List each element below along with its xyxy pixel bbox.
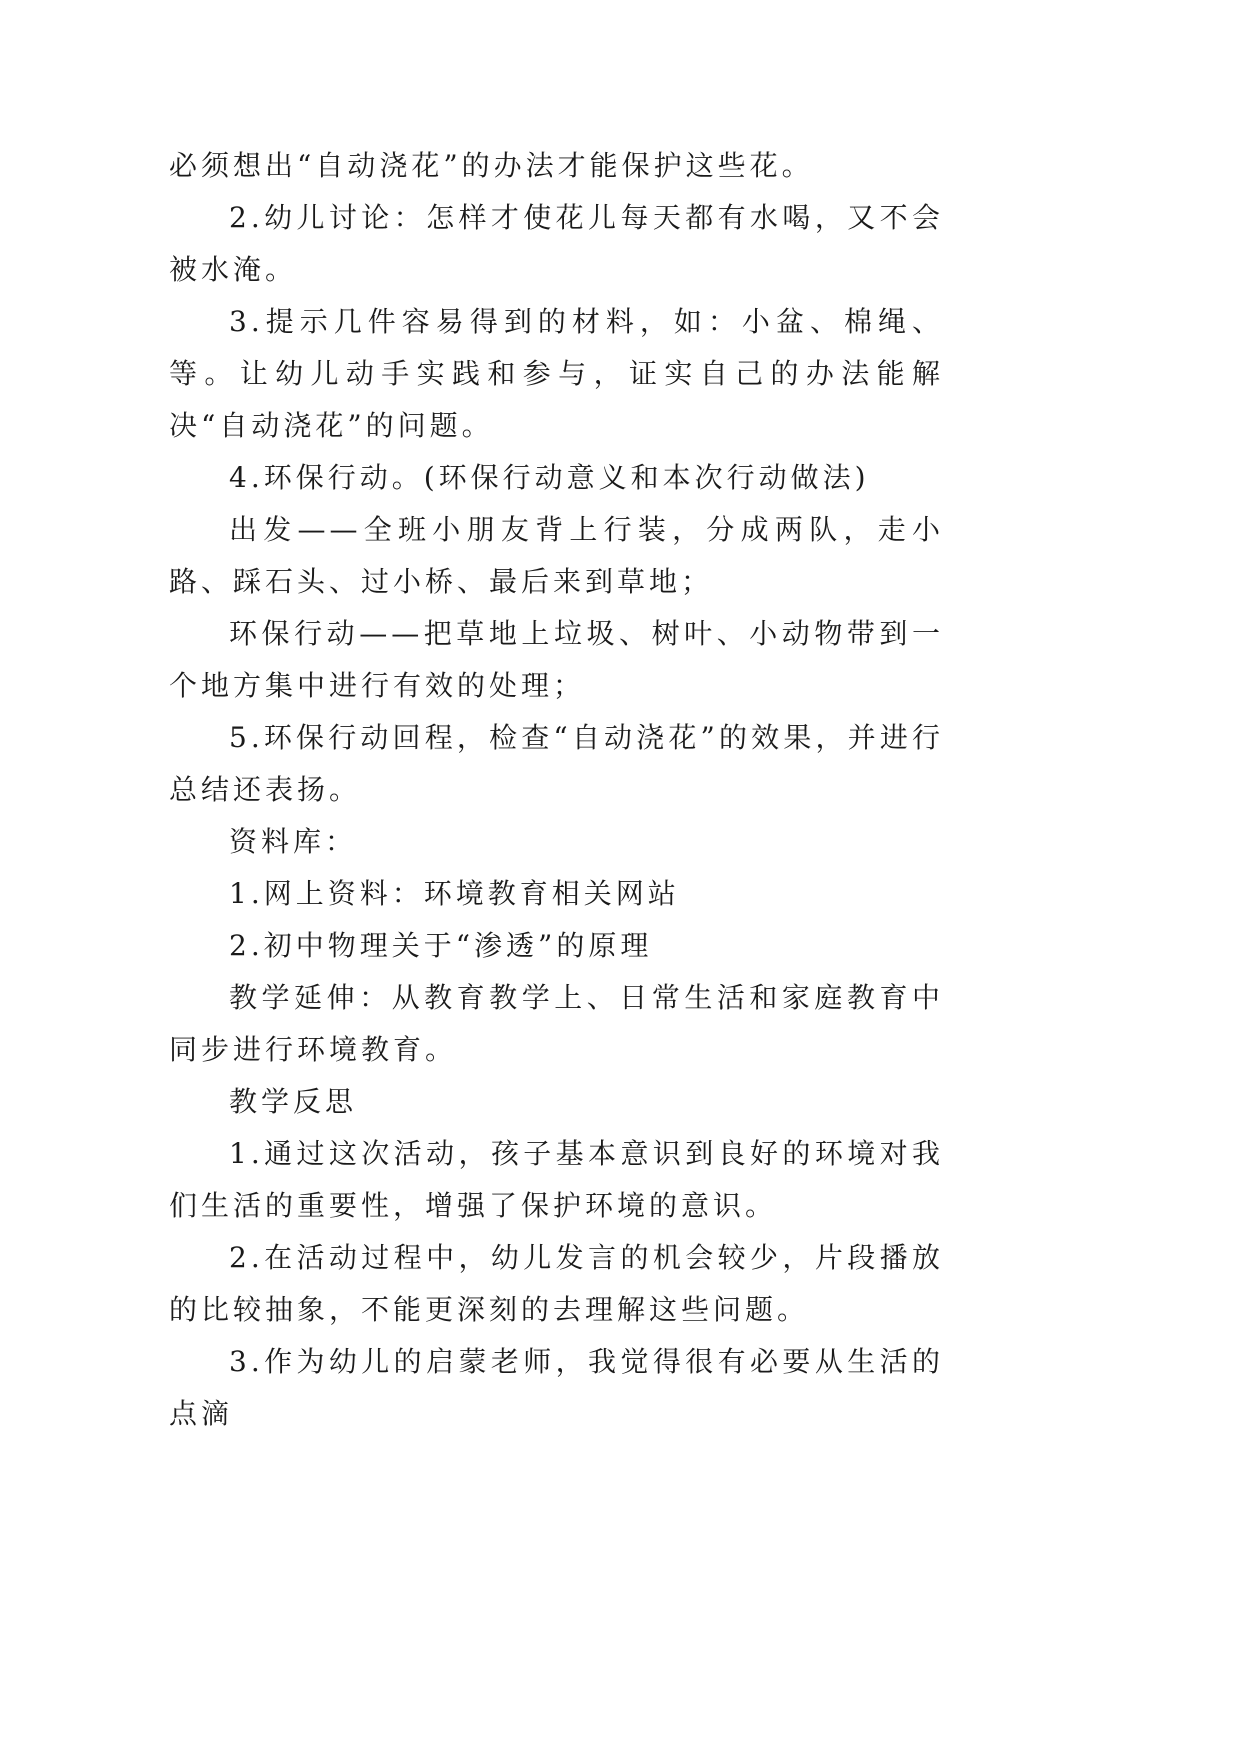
reflection-item-1: 1.通过这次活动，孩子基本意识到良好的环境对我们生活的重要性，增强了保护环境的意识。 [169,1137,944,1222]
reflection-item-3: 3.作为幼儿的启蒙老师，我觉得很有必要从生活的点滴 [169,1345,944,1430]
heading-reflection: 教学反思 [229,1085,358,1118]
paragraph-step-2: 2.幼儿讨论：怎样才使花儿每天都有水喝，又不会被水淹。 [169,201,944,286]
body-text [169,140,944,1440]
paragraph-continuation: 必须想出“自动浇花”的办法才能保护这些花。 [169,149,814,182]
paragraph-step-4: 4.环保行动。(环保行动意义和本次行动做法) [229,461,870,494]
paragraph-step-3: 3.提示几件容易得到的材料，如：小盆、棉绳、等。让幼儿动手实践和参与，证实自己的办法能解决“自动浇花”的问题。 [169,305,944,442]
resource-item-2: 2.初中物理关于“渗透”的原理 [229,929,653,962]
paragraph-extension: 教学延伸：从教育教学上、日常生活和家庭教育中同步进行环境教育。 [169,981,944,1066]
paragraph-action: 环保行动——把草地上垃圾、树叶、小动物带到一个地方集中进行有效的处理； [169,617,944,702]
paragraph-step-5: 5.环保行动回程，检查“自动浇花”的效果，并进行总结还表扬。 [169,721,944,806]
reflection-item-2: 2.在活动过程中，幼儿发言的机会较少，片段播放的比较抽象，不能更深刻的去理解这些问题。 [169,1241,944,1326]
resource-item-1: 1.网上资料：环境教育相关网站 [229,877,680,910]
heading-resources: 资料库： [229,825,358,858]
paragraph-departure: 出发——全班小朋友背上行装，分成两队，走小路、踩石头、过小桥、最后来到草地； [169,513,944,598]
